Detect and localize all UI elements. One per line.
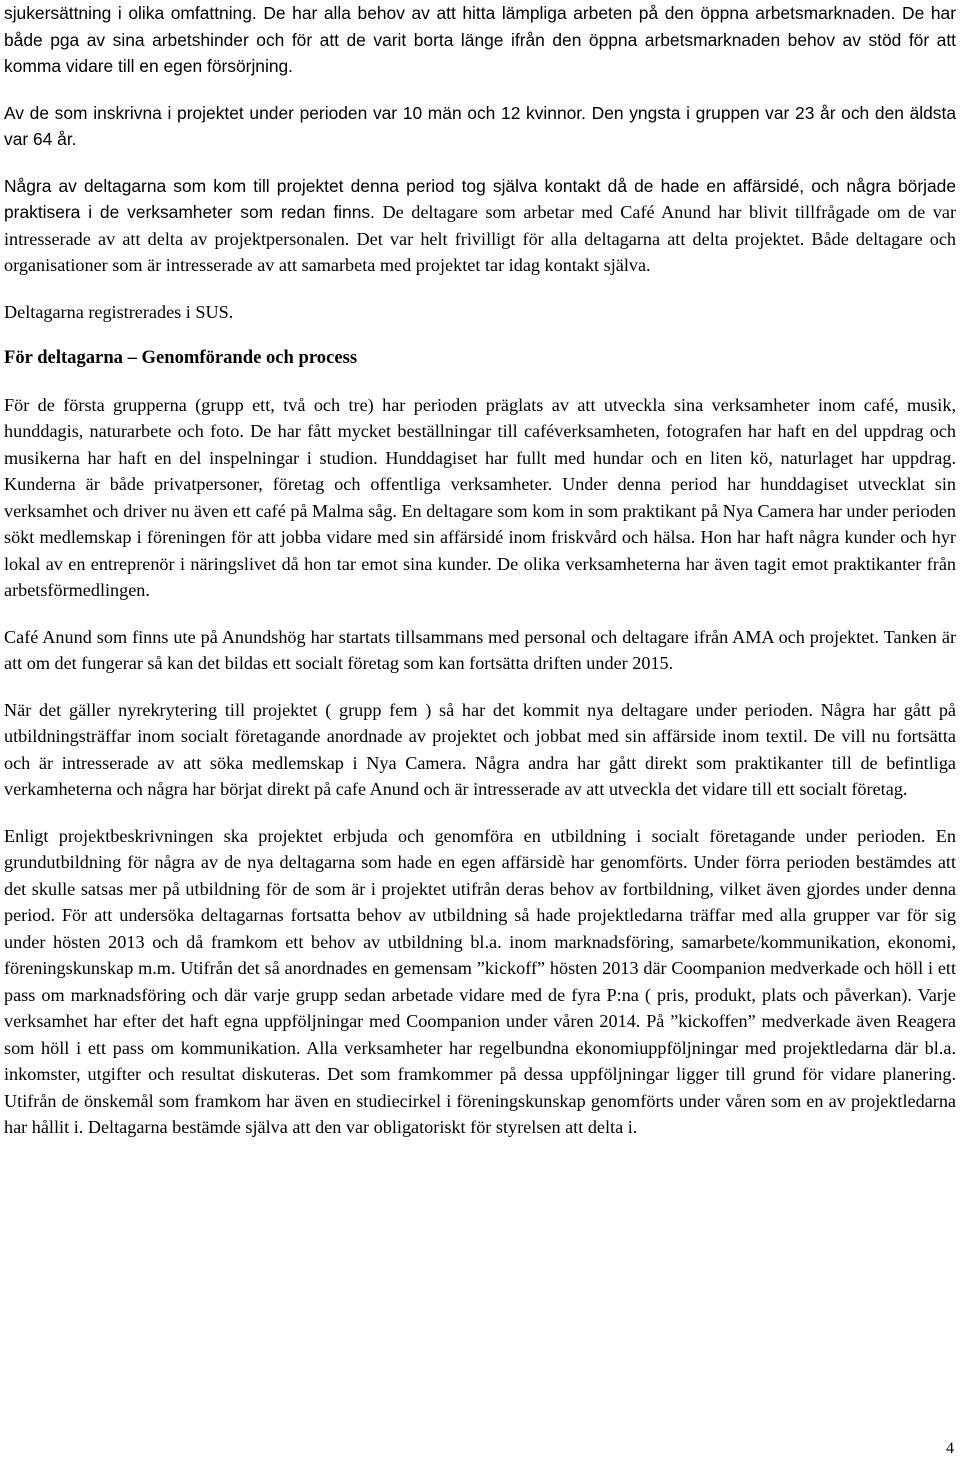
paragraph-recruitment-sans: Några av deltagarna som kom till projektet denna period tog själva kontakt då de hade en affärsidé, och några började praktisera i de verksamheter som redan finns. <box>4 175 956 222</box>
page-number: 4 <box>946 1440 954 1457</box>
section-heading: För deltagarna – Genomförande och process <box>4 347 358 368</box>
paragraph-registration: Deltagarna registrerades i SUS. <box>4 301 234 322</box>
paragraph-recruitment <box>4 173 956 279</box>
paragraph-process: För de första grupperna (grupp ett, två och tre) har perioden präglats av att utveckla sina verksamheter inom café, musik, hunddagis, naturarbete och foto. De har fått mycket beställningar till caféverksamheten, fotografen har haft en del uppdrag och musikerna har haft en del inspelningar i studion. Hunddagiset har fullt med hundar och en liten kö, naturlaget har uppdrag. Kunderna är både privatpersoner, företag och offentliga verksamheter. Under denna period har hunddagiset utvecklat sin verksamhet och driver nu även ett café på Malma såg. En deltagare som kom in som praktikant på Nya Camera har under perioden sökt medlemskap i föreningen för att jobba vidare med sin affärsidé inom friskvård och hälsa. Hon har haft några kunder och hyr lokal av en entreprenör i näringslivet då hon tar emot sina kunder. De olika verksamheterna har även tagit emot praktikanter från arbetsförmedlingen. <box>4 394 956 600</box>
document-page <box>4 0 956 1141</box>
paragraph-participants-count: Av de som inskrivna i projektet under perioden var 10 män och 12 kvinnor. Den yngsta i gruppen var 23 år och den äldsta var 64 år. <box>4 102 956 149</box>
paragraph-new-recruitment: När det gäller nyrekrytering till projektet ( grupp fem ) så har det kommit nya deltagare under perioden. Några har gått på utbildningsträffar inom socialt företagande anordnade av projektet och jobbat med sin affärside inom textil. De vill nu fortsätta och är intresserade av att söka medlemskap i Nya Camera. Några andra har gått direkt som praktikanter till de befintliga verkamheterna och några har börjat direkt på cafe Anund och är intresserade av att utveckla det vidare till ett socialt företag. <box>4 699 956 799</box>
paragraph-education: Enligt projektbeskrivningen ska projektet erbjuda och genomföra en utbildning i socialt företagande under perioden. En grundutbildning för några av de nya deltagarna som hade en egen affärsidè har genomförts. Under förra perioden bestämdes att det skulle satsas mer på utbildning för de som är i projektet utifrån deras behov av fortbildning, vilket även gjordes under denna period. För att undersöka deltagarnas fortsatta behov av utbildning så hade projektledarna träffar med alla grupper var för sig under hösten 2013 och då framkom ett behov av utbildning bl.a. inom marknadsföring, samarbete/kommunikation, ekonomi, föreningskunskap m.m. Utifrån det så anordnades en gemensam ”kickoff” hösten 2013 där Coompanion medverkade och höll i ett pass om marknadsföring och där varje grupp sedan arbetade vidare med de fyra P:na ( pris, produkt, plats och påverkan). Varje verksamhet har efter det haft egna uppföljningar med Coompanion under våren 2014. På ”kickoffen” medverkade även Reagera som höll i ett pass om kommunikation. Alla verksamheter har regelbundna ekonomiuppföljningar med projektledarna där bl.a. inkomster, utgifter och resultat diskuteras. Det som framkommer på dessa uppföljningar ligger till grund för vidare planering. Utifrån de önskemål som framkom har även en studiecirkel i föreningskunskap genomförts under våren som en av projektledarna har hållit i. Deltagarna bestämde själva att den var obligatoriskt för styrelsen att delta i. <box>4 825 956 1137</box>
paragraph-eligibility: sjukersättning i olika omfattning. De har alla behov av att hitta lämpliga arbeten på den öppna arbetsmarknaden. De har både pga av sina arbetshinder och för att de varit borta länge ifrån den öppna arbetsmarknaden behov av stöd för att komma vidare till en egen försörjning. <box>4 3 956 76</box>
paragraph-cafe-anund: Café Anund som finns ute på Anundshög har startats tillsammans med personal och deltagare ifrån AMA och projektet. Tanken är att om det fungerar så kan det bildas ett socialt företag som kan fortsätta driften under 2015. <box>4 626 956 673</box>
paragraph-recruitment-serif: De deltagare som arbetar med Café Anund har blivit tillfrågade om de var intresserade av att delta av projektpersonalen. Det var helt frivilligt för alla deltagarna att delta projektet. Både deltagare och organisationer som är intresserade av att samarbeta med projektet tar idag kontakt själva. <box>4 202 956 275</box>
